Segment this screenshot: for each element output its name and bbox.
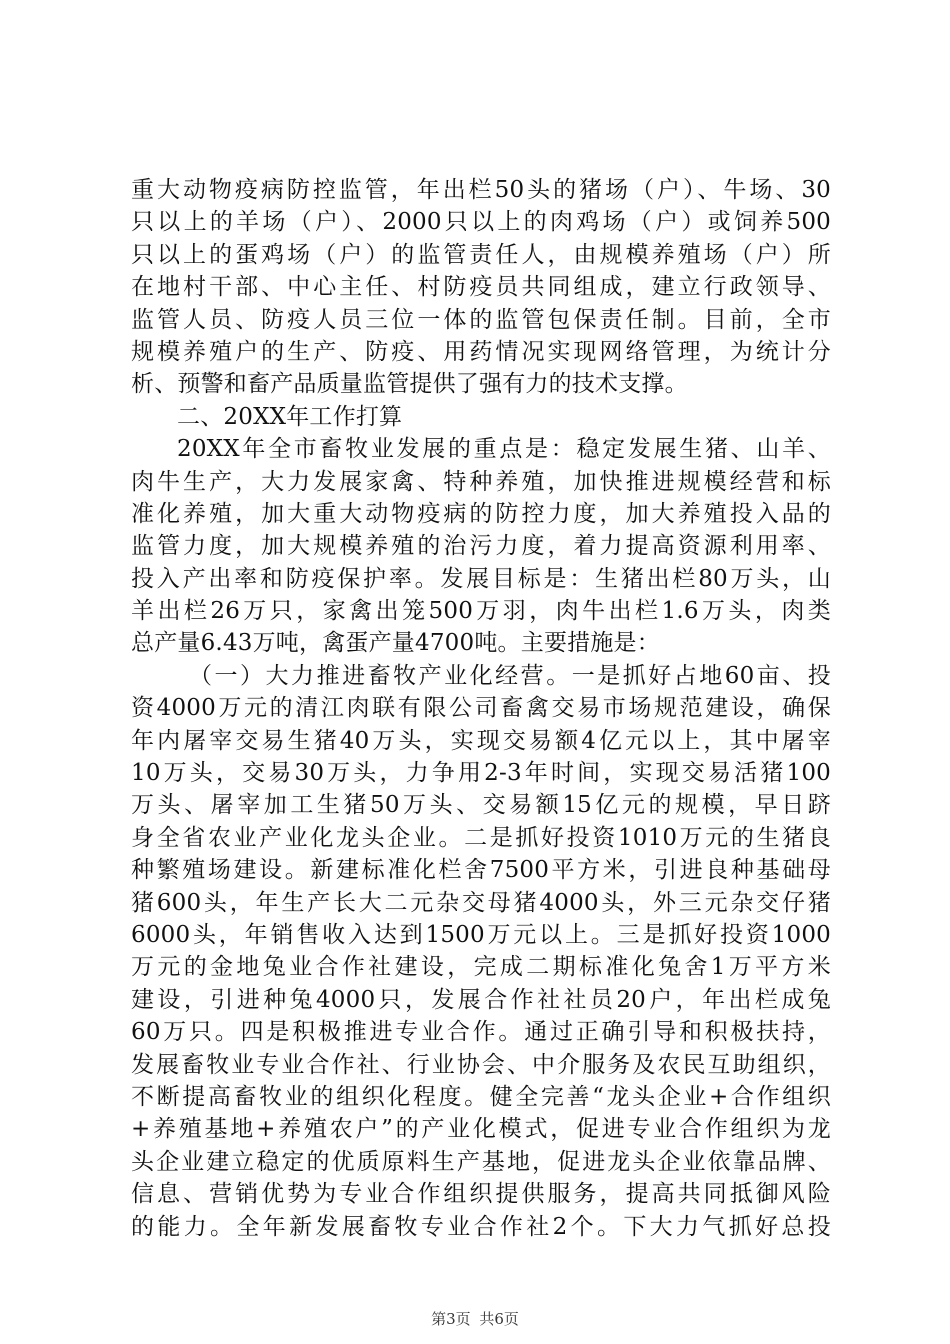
text-line: 重大动物疫病防控监管，年出栏50头的猪场（户）、牛场、30 <box>131 177 831 203</box>
text-line: 不断提高畜牧业的组织化程度。健全完善“龙头企业+合作组织 <box>131 1083 831 1110</box>
text-line: 建设，引进种兔4000只，发展合作社社员20户，年出栏成兔 <box>131 986 831 1013</box>
text-line: 监管人员、防疫人员三位一体的监管包保责任制。目前，全市 <box>131 306 831 333</box>
text-line: 万元的金地兔业合作社建设，完成二期标准化兔舍1万平方米 <box>131 954 831 981</box>
text-line: 投入产出率和防疫保护率。发展目标是：生猪出栏80万头，山 <box>131 565 831 592</box>
text-line: 万头、屠宰加工生猪50万头、交易额15亿元的规模，早日跻 <box>131 792 831 819</box>
page-footer <box>0 1308 950 1329</box>
text-line: 资4000万元的清江肉联有限公司畜禽交易市场规范建设，确保 <box>131 695 831 722</box>
text-line: 总产量6.43万吨，禽蛋产量4700吨。主要措施是： <box>131 630 660 657</box>
text-line: +养殖基地+养殖农户”的产业化模式，促进专业合作组织为龙 <box>131 1116 831 1143</box>
text-line: 身全省农业产业化龙头企业。二是抓好投资1010万元的生猪良 <box>131 824 831 851</box>
text-line: 的能力。全年新发展畜牧专业合作社2个。下大力气抓好总投 <box>131 1213 831 1240</box>
text-line: 规模养殖户的生产、防疫、用药情况实现网络管理，为统计分 <box>131 338 831 365</box>
text-line: 析、预警和畜产品质量监管提供了强有力的技术支撑。 <box>131 371 688 398</box>
text-line: 只以上的羊场（户）、2000只以上的肉鸡场（户）或饲养500 <box>131 209 831 236</box>
page-number: 第3页 <box>431 1310 471 1328</box>
text-line: 60万只。四是积极推进专业合作。通过正确引导和积极扶持， <box>131 1019 831 1046</box>
text-line: 肉牛生产，大力发展家禽、特种养殖，加快推进规模经营和标 <box>131 468 831 495</box>
document-body <box>131 174 831 1243</box>
text-line: 只以上的蛋鸡场（户）的监管责任人，由规模养殖场（户）所 <box>131 241 831 268</box>
text-line: （一）大力推进畜牧产业化经营。一是抓好占地60亩、投 <box>189 662 831 689</box>
text-line: 6000头，年销售收入达到1500万元以上。三是抓好投资1000 <box>131 921 831 948</box>
text-line: 监管力度，加大规模养殖的治污力度，着力提高资源利用率、 <box>131 533 831 560</box>
text-line: 年内屠宰交易生猪40万头，实现交易额4亿元以上，其中屠宰 <box>131 727 831 754</box>
text-line: 准化养殖，加大重大动物疫病的防控力度，加大养殖投入品的 <box>131 500 831 527</box>
section-heading: 二、20XX年工作打算 <box>177 403 403 430</box>
text-line: 头企业建立稳定的优质原料生产基地，促进龙头企业依靠品牌、 <box>131 1148 831 1175</box>
text-line: 信息、营销优势为专业合作组织提供服务，提高共同抵御风险 <box>131 1181 831 1208</box>
text-line: 10万头，交易30万头，力争用2-3年时间，实现交易活猪100 <box>131 760 831 787</box>
page-total: 共6页 <box>479 1310 519 1328</box>
text-line: 发展畜牧业专业合作社、行业协会、中介服务及农民互助组织， <box>131 1051 831 1078</box>
text-line: 种繁殖场建设。新建标准化栏舍7500平方米，引进良种基础母 <box>131 857 831 884</box>
text-line: 20XX年全市畜牧业发展的重点是：稳定发展生猪、山羊、 <box>177 436 831 463</box>
text-line: 猪600头，年生产长大二元杂交母猪4000头，外三元杂交仔猪 <box>131 889 831 916</box>
text-line: 羊出栏26万只，家禽出笼500万羽，肉牛出栏1.6万头，肉类 <box>131 598 831 625</box>
text-line: 在地村干部、中心主任、村防疫员共同组成，建立行政领导、 <box>131 274 831 301</box>
